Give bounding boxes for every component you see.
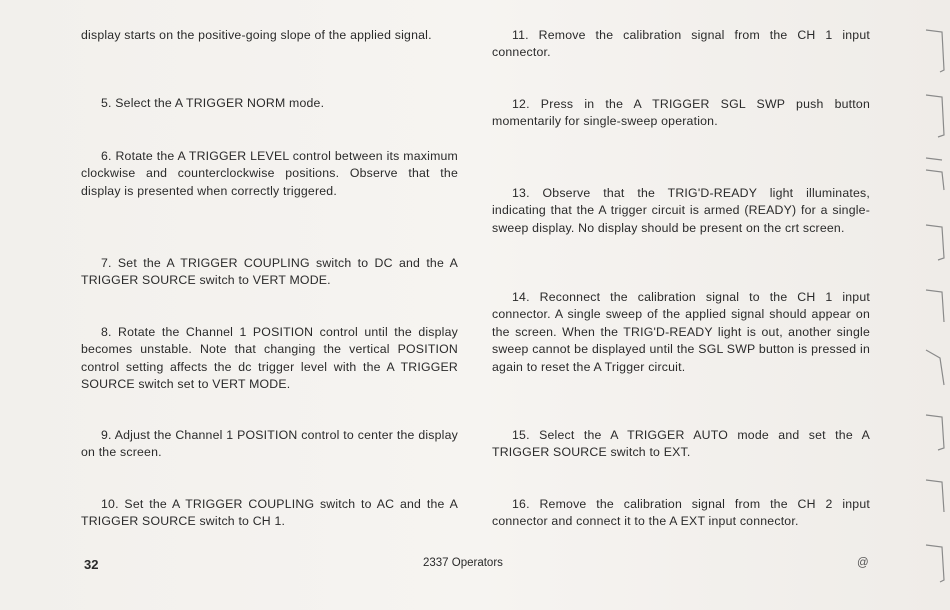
document-title: 2337 Operators xyxy=(423,557,503,569)
paragraph-continuation: display starts on the positive-going slope of the applied signal. xyxy=(81,28,432,42)
step-10: 10. Set the A TRIGGER COUPLING switch to AC and the A TRIGGER SOURCE switch to CH 1. xyxy=(81,497,458,529)
step-14: 14. Reconnect the calibration signal to the CH 1 input connector. A single sweep of the applied signal should appear on the screen. When the TRIG'D-READY light is out, another single sweep cannot be displayed until the SGL SWP button is pressed in again to reset the A Trigger circuit. xyxy=(492,290,870,374)
step-11: 11. Remove the calibration signal from the CH 1 input connector. xyxy=(492,28,870,60)
step-9: 9. Adjust the Channel 1 POSITION control to center the display on the screen. xyxy=(81,428,458,460)
step-8: 8. Rotate the Channel 1 POSITION control until the display becomes unstable. Note that changing the vertical POSITION control setting affects the dc trigger level with the A TRIGGER SOURCE switch set to VERT MODE. xyxy=(81,325,458,392)
step-12: 12. Press in the A TRIGGER SGL SWP push button momentarily for single-sweep operation. xyxy=(492,97,870,129)
tab-divider-edge-marks xyxy=(918,0,950,610)
step-13: 13. Observe that the TRIG'D-READY light illuminates, indicating that the A trigger circuit is armed (READY) for a single-sweep display. No display should be present on the crt screen. xyxy=(492,186,870,235)
step-16: 16. Remove the calibration signal from the CH 2 input connector and connect it to the A EXT input connector. xyxy=(492,497,870,529)
step-7: 7. Set the A TRIGGER COUPLING switch to DC and the A TRIGGER SOURCE switch to VERT MODE. xyxy=(81,256,458,288)
step-6: 6. Rotate the A TRIGGER LEVEL control between its maximum clockwise and counterclockwise positions. Observe that the display is presented when correctly triggered. xyxy=(81,149,458,198)
step-5: 5. Select the A TRIGGER NORM mode. xyxy=(101,96,325,110)
step-15: 15. Select the A TRIGGER AUTO mode and set the A TRIGGER SOURCE switch to EXT. xyxy=(492,428,870,460)
page-number: 32 xyxy=(84,557,99,572)
footer-mark: @ xyxy=(857,557,869,569)
